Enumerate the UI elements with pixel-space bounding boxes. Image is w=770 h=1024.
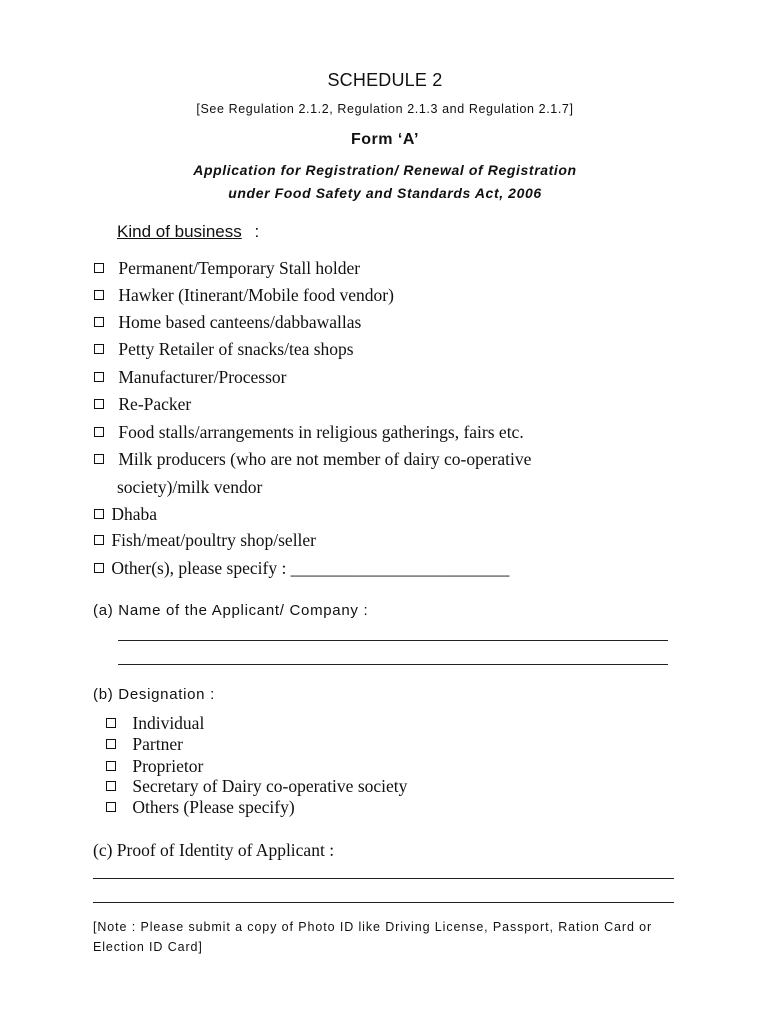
checkbox-icon[interactable] bbox=[94, 372, 104, 382]
designation-option-label: Partner bbox=[132, 734, 183, 754]
kind-of-business-text: Kind of business bbox=[117, 222, 242, 241]
note-line-2: Election ID Card] bbox=[93, 940, 203, 954]
checkbox-icon[interactable] bbox=[106, 802, 116, 812]
designation-option-label: Secretary of Dairy co-operative society bbox=[132, 776, 408, 796]
regulation-reference: [See Regulation 2.1.2, Regulation 2.1.3 and Regulation 2.1.7] bbox=[196, 102, 574, 116]
business-option-continuation: society)/milk vendor bbox=[117, 477, 263, 497]
checkbox-icon[interactable] bbox=[94, 290, 104, 300]
kind-of-business-colon: : bbox=[254, 222, 260, 241]
checkbox-icon[interactable] bbox=[106, 739, 116, 749]
designation-option[interactable] bbox=[106, 756, 203, 777]
business-option[interactable] bbox=[94, 285, 394, 306]
business-option-label: Hawker (Itinerant/Mobile food vendor) bbox=[118, 285, 394, 305]
business-option[interactable] bbox=[94, 258, 360, 279]
checkbox-icon[interactable] bbox=[106, 781, 116, 791]
checkbox-icon[interactable] bbox=[94, 344, 104, 354]
designation-option-label: Individual bbox=[132, 713, 205, 733]
business-option-label: Permanent/Temporary Stall holder bbox=[118, 258, 361, 278]
designation-option[interactable] bbox=[106, 776, 407, 797]
business-option[interactable] bbox=[94, 530, 316, 551]
designation-option[interactable] bbox=[106, 734, 183, 755]
business-option[interactable] bbox=[94, 394, 191, 415]
business-option[interactable] bbox=[94, 422, 524, 443]
checkbox-icon[interactable] bbox=[94, 263, 104, 273]
checkbox-icon[interactable] bbox=[94, 535, 104, 545]
schedule-heading: SCHEDULE 2 bbox=[327, 70, 443, 90]
business-option-label: Milk producers (who are not member of dairy co-operative bbox=[118, 449, 532, 469]
checkbox-icon[interactable] bbox=[94, 427, 104, 437]
business-option-label: Dhaba bbox=[111, 504, 158, 524]
designation-option[interactable] bbox=[106, 797, 295, 818]
business-option-label: Petty Retailer of snacks/tea shops bbox=[118, 339, 354, 359]
proof-of-identity-line-2[interactable] bbox=[93, 902, 674, 903]
checkbox-icon[interactable] bbox=[106, 761, 116, 771]
applicant-name-line-1[interactable] bbox=[118, 640, 668, 641]
kind-of-business-label bbox=[117, 222, 259, 242]
designation-label: (b) Designation : bbox=[93, 686, 215, 703]
checkbox-icon[interactable] bbox=[94, 399, 104, 409]
note-line-1: [Note : Please submit a copy of Photo ID like Driving License, Passport, Ration Card or bbox=[93, 920, 653, 934]
checkbox-icon[interactable] bbox=[94, 509, 104, 519]
checkbox-icon[interactable] bbox=[94, 317, 104, 327]
proof-of-identity-label: (c) Proof of Identity of Applicant : bbox=[93, 840, 335, 860]
applicant-name-label: (a) Name of the Applicant/ Company : bbox=[93, 602, 369, 619]
business-option[interactable] bbox=[94, 504, 157, 525]
applicant-name-line-2[interactable] bbox=[118, 664, 668, 665]
business-option-label: Home based canteens/dabbawallas bbox=[118, 312, 362, 332]
business-option-label: Fish/meat/poultry shop/seller bbox=[111, 530, 317, 550]
business-option-label: Food stalls/arrangements in religious gatherings, fairs etc. bbox=[118, 422, 524, 442]
designation-option[interactable] bbox=[106, 713, 204, 734]
checkbox-icon[interactable] bbox=[94, 563, 104, 573]
checkbox-icon[interactable] bbox=[106, 718, 116, 728]
checkbox-icon[interactable] bbox=[94, 454, 104, 464]
business-option-label: Manufacturer/Processor bbox=[118, 367, 287, 387]
business-option[interactable] bbox=[94, 339, 354, 360]
business-option-label: Re-Packer bbox=[118, 394, 192, 414]
business-option[interactable] bbox=[94, 558, 509, 579]
designation-option-label: Others (Please specify) bbox=[132, 797, 295, 817]
form-subtitle-line2: under Food Safety and Standards Act, 2006 bbox=[228, 185, 542, 201]
business-option[interactable] bbox=[94, 367, 287, 388]
form-subtitle-line1: Application for Registration/ Renewal of Registration bbox=[193, 162, 577, 178]
business-option[interactable] bbox=[94, 449, 531, 470]
business-option-label: Other(s), please specify : _________________________ bbox=[111, 558, 510, 578]
proof-of-identity-line-1[interactable] bbox=[93, 878, 674, 879]
business-option[interactable] bbox=[94, 312, 361, 333]
designation-option-label: Proprietor bbox=[132, 756, 204, 776]
form-title: Form ‘A’ bbox=[350, 131, 419, 148]
